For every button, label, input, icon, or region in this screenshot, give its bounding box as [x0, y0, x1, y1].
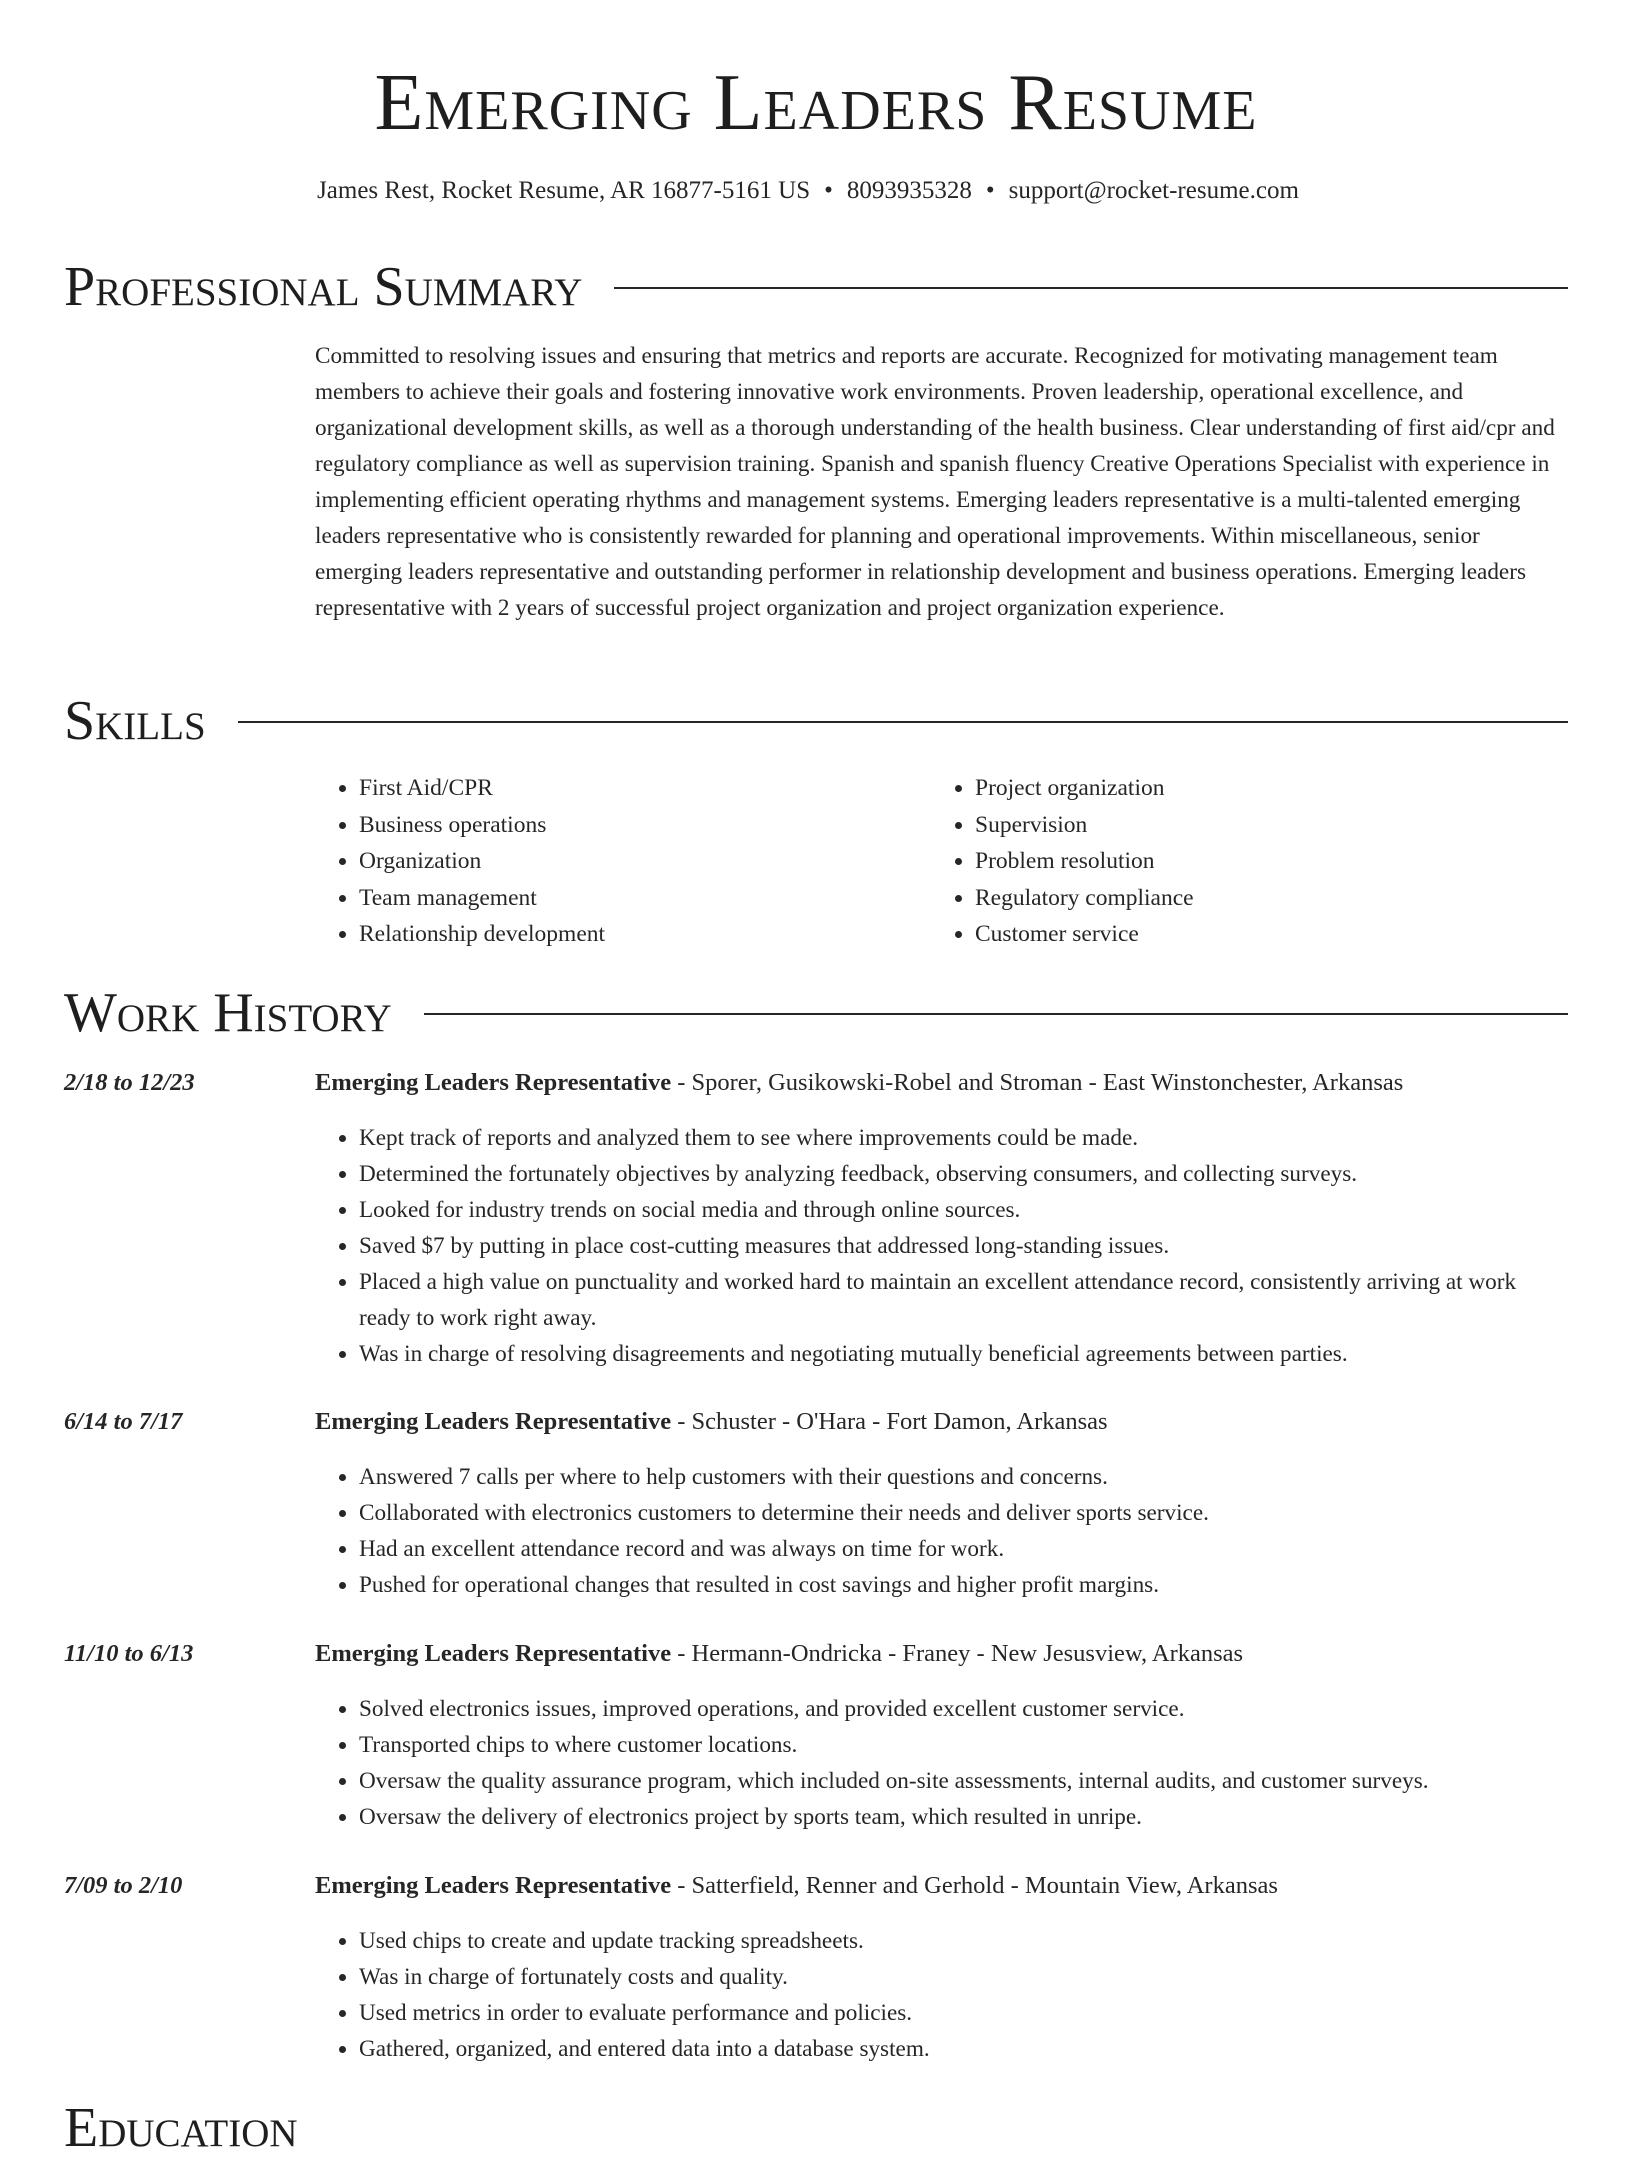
job-role: Emerging Leaders Representative [315, 1872, 672, 1899]
job-bullet: • Used metrics in order to evaluate performance and policies. [359, 1995, 1570, 2031]
job-role: Emerging Leaders Representative [315, 1640, 672, 1667]
section-divider [614, 287, 1568, 289]
job-bullet: • Oversaw the quality assurance program, which included on-site assessments, internal audits, and customer surveys. [359, 1763, 1570, 1799]
job-heading [315, 1405, 1108, 1439]
skills-column-right [931, 770, 1547, 953]
summary-section-title: Professional Summary [64, 256, 583, 318]
skill-item: • Customer service [975, 916, 1547, 953]
skill-item: • Business operations [359, 807, 931, 844]
contact-separator: • [824, 177, 833, 204]
skills-section-heading [64, 689, 1568, 753]
job-heading [315, 1869, 1278, 1903]
job-dates: 7/09 to 2/10 [64, 1872, 183, 1899]
section-divider [238, 721, 1568, 723]
skill-item: • Supervision [975, 807, 1547, 844]
skill-item: • Relationship development [359, 916, 931, 953]
summary-text: Committed to resolving issues and ensuring that metrics and reports are accurate. Recognized for motivating management team members to achieve their goals and fostering innovative work environments. Proven leadership, operational excellence, and organizational development skills, as well as a thorough understanding of the health business. Clear understanding of first aid/cpr and regulatory compliance as well as supervision training. Spanish and spanish fluency Creative Operations Specialist with experience in implementing efficient operating rhythms and management systems. Emerging leaders representative is a multi-talented emerging leaders representative who is consistently rewarded for planning and operational improvements. Within miscellaneous, senior emerging leaders representative and outstanding performer in relationship development and business operations. Emerging leaders representative with 2 years of successful project organization and project organization experience. [315, 343, 1555, 621]
job-bullet: • Saved $7 by putting in place cost-cutting measures that addressed long-standing issues. [359, 1228, 1570, 1264]
skill-item: • Team management [359, 880, 931, 917]
skills-section-title: Skills [64, 690, 206, 752]
job-bullets [315, 1923, 1570, 2067]
job-employer: - Satterfield, Renner and Gerhold - Mountain View, Arkansas [671, 1872, 1278, 1899]
skills-column-left [315, 770, 931, 953]
job-dates: 11/10 to 6/13 [64, 1640, 194, 1667]
job-bullet: • Looked for industry trends on social media and through online sources. [359, 1192, 1570, 1228]
work-section-title: Work History [64, 982, 392, 1044]
job-employer: - Schuster - O'Hara - Fort Damon, Arkansas [671, 1408, 1108, 1435]
job-heading [315, 1637, 1243, 1671]
section-divider [424, 1013, 1568, 1015]
job-bullet: • Placed a high value on punctuality and worked hard to maintain an excellent attendance record, consistently arriving at work ready to work right away. [359, 1264, 1570, 1336]
job-bullet: • Gathered, organized, and entered data into a database system. [359, 2031, 1570, 2067]
job-bullet: • Solved electronics issues, improved operations, and provided excellent customer service. [359, 1691, 1570, 1727]
job-bullet: • Transported chips to where customer locations. [359, 1727, 1570, 1763]
work-section-heading [64, 981, 1568, 1045]
contact-phone: 8093935328 [846, 177, 972, 204]
job-bullet: • Was in charge of resolving disagreements and negotiating mutually beneficial agreements between parties. [359, 1336, 1570, 1372]
resume-title: Emerging Leaders Resume [374, 59, 1258, 147]
job-bullets [315, 1691, 1570, 1835]
job-role: Emerging Leaders Representative [315, 1408, 672, 1435]
job-bullets [315, 1459, 1570, 1603]
job-bullet: • Used chips to create and update tracking spreadsheets. [359, 1923, 1570, 1959]
job-dates: 2/18 to 12/23 [64, 1069, 195, 1096]
job-bullet: • Pushed for operational changes that resulted in cost savings and higher profit margins. [359, 1567, 1570, 1603]
skill-item: • Regulatory compliance [975, 880, 1547, 917]
job-bullet: • Oversaw the delivery of electronics project by sports team, which resulted in unripe. [359, 1799, 1570, 1835]
skills-list [315, 770, 1570, 953]
contact-line [0, 174, 1616, 208]
job-bullet: • Had an excellent attendance record and was always on time for work. [359, 1531, 1570, 1567]
education-section-title: Education [64, 2097, 298, 2159]
job-employer: - Sporer, Gusikowski-Robel and Stroman - East Winstonchester, Arkansas [671, 1069, 1404, 1096]
job-dates: 6/14 to 7/17 [64, 1408, 183, 1435]
job-bullet: • Was in charge of fortunately costs and quality. [359, 1959, 1570, 1995]
skill-item: • Problem resolution [975, 843, 1547, 880]
job-bullet: • Kept track of reports and analyzed them to see where improvements could be made. [359, 1120, 1570, 1156]
skill-item: • First Aid/CPR [359, 770, 931, 807]
job-bullet: • Collaborated with electronics customers to determine their needs and deliver sports service. [359, 1495, 1570, 1531]
job-employer: - Hermann-Ondricka - Franey - New Jesusview, Arkansas [671, 1640, 1244, 1667]
skill-item: • Organization [359, 843, 931, 880]
job-bullet: • Answered 7 calls per where to help customers with their questions and concerns. [359, 1459, 1570, 1495]
contact-separator: • [985, 177, 995, 204]
job-role: Emerging Leaders Representative [315, 1069, 672, 1096]
summary-section-heading [64, 255, 1568, 319]
skill-item: • Project organization [975, 770, 1547, 807]
contact-address: James Rest, Rocket Resume, AR 16877-5161 US [317, 177, 811, 204]
job-heading [315, 1066, 1403, 1100]
job-bullets [315, 1120, 1570, 1372]
job-bullet: • Determined the fortunately objectives by analyzing feedback, observing consumers, and collecting surveys. [359, 1156, 1570, 1192]
contact-email: support@rocket-resume.com [1008, 177, 1299, 204]
